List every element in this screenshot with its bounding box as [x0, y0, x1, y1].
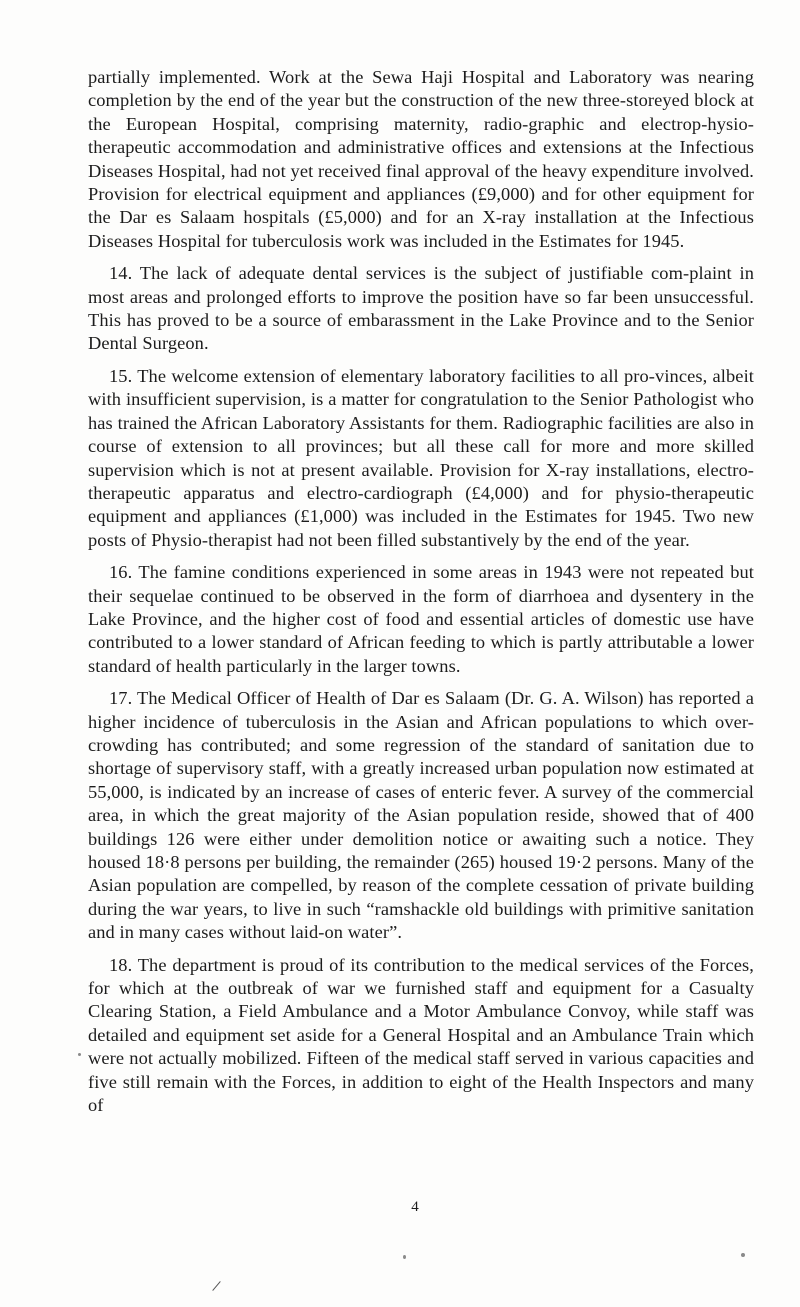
scan-speck: [741, 1253, 745, 1257]
scan-speck: [78, 1053, 81, 1056]
paragraph-intro: partially implemented. Work at the Sewa Haji Hospital and Laboratory was nearing completion by the end of the year but the construction of the new three-storeyed block at the European Hospital, comprising maternity, radio-graphic and electrop-hysio-therapeutic accommodation and administrative offices and extensions at the Infectious Diseases Hospital, had not yet received final approval of the heavy expenditure involved. Provision for electrical equipment and appliances (£9,000) and for other equipment for the Dar es Salaam hospitals (£5,000) and for an X-ray installation at the Infectious Diseases Hospital for tuberculosis work was included in the Estimates for 1945.: [88, 67, 754, 251]
scan-speck: [403, 1255, 406, 1259]
paragraph-16: 16. The famine conditions experienced in some areas in 1943 were not repeated but their sequelae continued to be observed in the form of diarrhoea and dysentery in the Lake Province, and the higher cost of food and essential articles of domestic use have contributed to a lower standard of African feeding to which is partly attributable a lower standard of health particularly in the larger towns.: [88, 562, 754, 676]
scan-scratch: [212, 1281, 220, 1291]
paragraph-18: 18. The department is proud of its contribution to the medical services of the Forces, for which at the outbreak of war we furnished staff and equipment for a Casualty Clearing Station, a Field Ambulance and a Motor Ambulance Convoy, while staff was detailed and equipment set aside for a General Hospital and an Ambulance Train which were not actually mobilized. Fifteen of the medical staff served in various capacities and five still remain with the Forces, in addition to eight of the Health Inspectors and many of: [88, 954, 754, 1116]
paragraph-14: 14. The lack of adequate dental services is the subject of justifiable com-plaint in most areas and prolonged efforts to improve the position have so far been unsuccessful. This has proved to be a source of embarassment in the Lake Province and to the Senior Dental Surgeon.: [88, 263, 754, 354]
page-number: 4: [411, 1199, 419, 1215]
paragraph-17: 17. The Medical Officer of Health of Dar es Salaam (Dr. G. A. Wilson) has reported a higher incidence of tuberculosis in the Asian and African populations to which over-crowding has contributed; and some regression of the standard of sanitation due to shortage of supervisory staff, with a greatly increased urban population now estimated at 55,000, is indicated by an increase of cases of enteric fever. A survey of the commercial area, in which the great majority of the Asian population reside, showed that of 400 buildings 126 were either under demolition notice or awaiting such a notice. They housed 18·8 persons per building, the remainder (265) housed 19·2 persons. Many of the Asian population are compelled, by reason of the complete cessation of private building during the war years, to live in such “ramshackle old buildings with primitive sanitation and in many cases without laid-on water”.: [88, 688, 754, 943]
paragraph-15: 15. The welcome extension of elementary laboratory facilities to all pro-vinces, albeit with insufficient supervision, is a matter for congratulation to the Senior Pathologist who has trained the African Laboratory Assistants for them. Radiographic facilities are also in course of extension to all provinces; but all these call for more and more skilled supervision which is not at present available. Provision for X-ray installations, electro-therapeutic apparatus and electro-cardiograph (£4,000) and for physio-therapeutic equipment and appliances (£1,000) was included in the Estimates for 1945. Two new posts of Physio-therapist had not been filled substantively by the end of the year.: [88, 365, 754, 550]
body-text: [88, 66, 754, 1126]
